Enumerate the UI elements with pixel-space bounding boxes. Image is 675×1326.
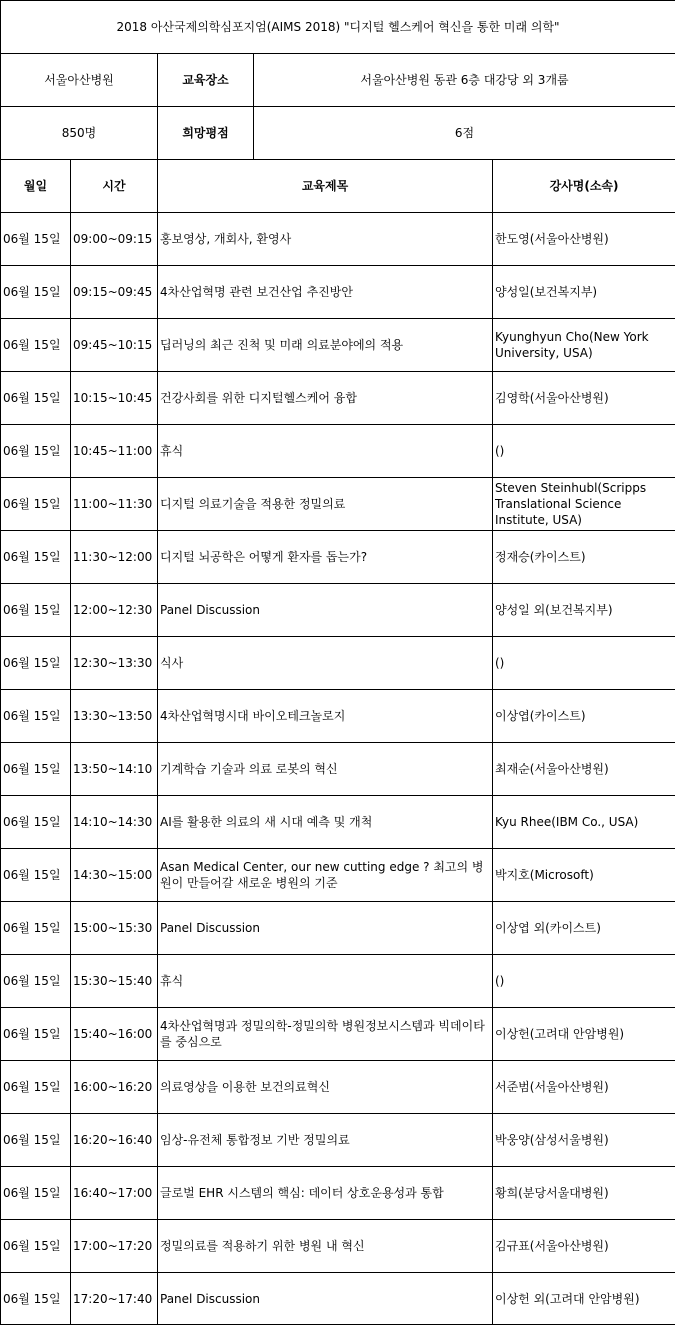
table-row — [1, 213, 675, 266]
page-title: 2018 아산국제의학심포지엄(AIMS 2018) "디지털 헬스케어 혁신을 통한 미래 의학" — [1, 1, 675, 54]
row-topic: 디지털 의료기술을 적용한 정밀의료 — [158, 478, 493, 531]
row-date: 06월 15일 — [1, 1273, 71, 1325]
row-topic: 기계학습 기술과 의료 로봇의 혁신 — [158, 743, 493, 796]
row-time: 16:20~16:40 — [71, 1114, 158, 1167]
row-topic: 4차산업혁명시대 바이오테크놀로지 — [158, 690, 493, 743]
row-topic: 디지털 뇌공학은 어떻게 환자를 돕는가? — [158, 531, 493, 584]
capacity-cell: 850명 — [1, 107, 158, 160]
row-speaker: () — [493, 955, 675, 1008]
row-time: 12:00~12:30 — [71, 584, 158, 637]
row-speaker: 한도영(서울아산병원) — [493, 213, 675, 266]
table-row — [1, 266, 675, 319]
row-speaker: 이상엽(카이스트) — [493, 690, 675, 743]
row-topic: 홍보영상, 개회사, 환영사 — [158, 213, 493, 266]
row-topic: Asan Medical Center, our new cutting edge ? 최고의 병원이 만들어갈 새로운 병원의 기준 — [158, 849, 493, 902]
table-row — [1, 955, 675, 1008]
row-date: 06월 15일 — [1, 478, 71, 531]
row-date: 06월 15일 — [1, 266, 71, 319]
table-row — [1, 1220, 675, 1273]
table-row — [1, 1008, 675, 1061]
row-topic: 딥러닝의 최근 진척 및 미래 의료분야에의 적용 — [158, 319, 493, 372]
row-date: 06월 15일 — [1, 955, 71, 1008]
row-date: 06월 15일 — [1, 372, 71, 425]
table-row — [1, 796, 675, 849]
row-time: 12:30~13:30 — [71, 637, 158, 690]
row-time: 09:15~09:45 — [71, 266, 158, 319]
row-topic: 건강사회를 위한 디지털헬스케어 융합 — [158, 372, 493, 425]
header-speaker: 강사명(소속) — [493, 160, 675, 213]
row-speaker: Steven Steinhubl(Scripps Translational Science Institute, USA) — [493, 478, 675, 531]
row-topic: 4차산업혁명과 정밀의학-정밀의학 병원정보시스템과 빅데이타를 중심으로 — [158, 1008, 493, 1061]
row-speaker: 최재순(서울아산병원) — [493, 743, 675, 796]
row-speaker: () — [493, 637, 675, 690]
score-value: 6점 — [254, 107, 675, 160]
row-topic: 휴식 — [158, 425, 493, 478]
row-date: 06월 15일 — [1, 213, 71, 266]
row-speaker: 이상헌(고려대 안암병원) — [493, 1008, 675, 1061]
table-row — [1, 849, 675, 902]
table-row — [1, 637, 675, 690]
row-speaker: 서준범(서울아산병원) — [493, 1061, 675, 1114]
info-row-location — [1, 54, 675, 107]
table-row — [1, 1061, 675, 1114]
row-date: 06월 15일 — [1, 425, 71, 478]
row-speaker: 박지호(Microsoft) — [493, 849, 675, 902]
row-topic: 식사 — [158, 637, 493, 690]
header-row — [1, 160, 675, 213]
row-topic: 임상-유전체 통합정보 기반 정밀의료 — [158, 1114, 493, 1167]
row-date: 06월 15일 — [1, 1220, 71, 1273]
location-value: 서울아산병원 동관 6층 대강당 외 3개룸 — [254, 54, 675, 107]
row-speaker: 황희(분당서울대병원) — [493, 1167, 675, 1220]
row-date: 06월 15일 — [1, 743, 71, 796]
table-row — [1, 743, 675, 796]
row-speaker: 이상엽 외(카이스트) — [493, 902, 675, 955]
row-speaker: 김규표(서울아산병원) — [493, 1220, 675, 1273]
table-row — [1, 319, 675, 372]
row-topic: AI를 활용한 의료의 새 시대 예측 및 개척 — [158, 796, 493, 849]
title-row — [1, 1, 675, 54]
host-cell: 서울아산병원 — [1, 54, 158, 107]
row-topic: Panel Discussion — [158, 584, 493, 637]
row-time: 13:30~13:50 — [71, 690, 158, 743]
row-date: 06월 15일 — [1, 1114, 71, 1167]
row-time: 11:30~12:00 — [71, 531, 158, 584]
table-row — [1, 1273, 675, 1325]
table-row — [1, 690, 675, 743]
table-row — [1, 1114, 675, 1167]
row-time: 15:30~15:40 — [71, 955, 158, 1008]
row-speaker: 김영학(서울아산병원) — [493, 372, 675, 425]
row-speaker: 양성일 외(보건복지부) — [493, 584, 675, 637]
row-time: 14:10~14:30 — [71, 796, 158, 849]
row-topic: 의료영상을 이용한 보건의료혁신 — [158, 1061, 493, 1114]
row-date: 06월 15일 — [1, 1061, 71, 1114]
table-row — [1, 478, 675, 531]
table-row — [1, 584, 675, 637]
row-date: 06월 15일 — [1, 319, 71, 372]
row-time: 10:45~11:00 — [71, 425, 158, 478]
row-time: 15:00~15:30 — [71, 902, 158, 955]
header-date: 월일 — [1, 160, 71, 213]
row-speaker: Kyu Rhee(IBM Co., USA) — [493, 796, 675, 849]
row-time: 16:40~17:00 — [71, 1167, 158, 1220]
row-date: 06월 15일 — [1, 902, 71, 955]
row-topic: Panel Discussion — [158, 902, 493, 955]
row-speaker: Kyunghyun Cho(New York University, USA) — [493, 319, 675, 372]
row-time: 10:15~10:45 — [71, 372, 158, 425]
row-speaker: 이상헌 외(고려대 안암병원) — [493, 1273, 675, 1325]
row-time: 17:00~17:20 — [71, 1220, 158, 1273]
row-speaker: () — [493, 425, 675, 478]
row-date: 06월 15일 — [1, 531, 71, 584]
table-row — [1, 372, 675, 425]
info-row-score — [1, 107, 675, 160]
header-time: 시간 — [71, 160, 158, 213]
row-time: 09:00~09:15 — [71, 213, 158, 266]
table-row — [1, 531, 675, 584]
header-topic: 교육제목 — [158, 160, 493, 213]
row-time: 13:50~14:10 — [71, 743, 158, 796]
row-date: 06월 15일 — [1, 690, 71, 743]
row-topic: 휴식 — [158, 955, 493, 1008]
row-time: 15:40~16:00 — [71, 1008, 158, 1061]
score-label: 희망평점 — [158, 107, 254, 160]
row-time: 16:00~16:20 — [71, 1061, 158, 1114]
row-date: 06월 15일 — [1, 637, 71, 690]
row-topic: 정밀의료를 적용하기 위한 병원 내 혁신 — [158, 1220, 493, 1273]
row-date: 06월 15일 — [1, 584, 71, 637]
row-topic: 글로벌 EHR 시스템의 핵심: 데이터 상호운용성과 통합 — [158, 1167, 493, 1220]
row-time: 09:45~10:15 — [71, 319, 158, 372]
row-time: 11:00~11:30 — [71, 478, 158, 531]
row-date: 06월 15일 — [1, 849, 71, 902]
row-speaker: 정재승(카이스트) — [493, 531, 675, 584]
location-label: 교육장소 — [158, 54, 254, 107]
table-row — [1, 425, 675, 478]
row-date: 06월 15일 — [1, 796, 71, 849]
table-row — [1, 902, 675, 955]
row-topic: Panel Discussion — [158, 1273, 493, 1325]
row-time: 14:30~15:00 — [71, 849, 158, 902]
row-topic: 4차산업혁명 관련 보건산업 추진방안 — [158, 266, 493, 319]
row-speaker: 양성일(보건복지부) — [493, 266, 675, 319]
row-speaker: 박웅양(삼성서울병원) — [493, 1114, 675, 1167]
row-time: 17:20~17:40 — [71, 1273, 158, 1325]
table-row — [1, 1167, 675, 1220]
row-date: 06월 15일 — [1, 1167, 71, 1220]
row-date: 06월 15일 — [1, 1008, 71, 1061]
